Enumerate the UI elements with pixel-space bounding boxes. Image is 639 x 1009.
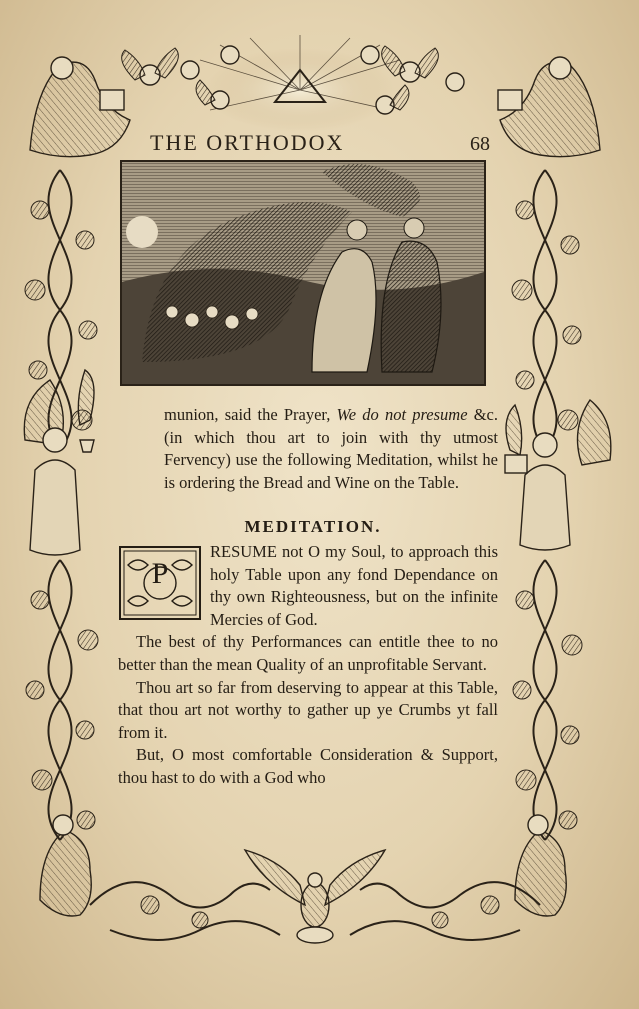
meditation-paragraph-3: Thou art so far from deserving to appear at this Table, that thou art not worthy to gather up ye Crumbs yt fall from it. — [118, 677, 498, 742]
intro-text-start: munion, said the Prayer, — [164, 405, 337, 424]
intro-italic-quote: We do not presume — [336, 405, 468, 424]
running-head — [150, 130, 490, 156]
initial-letter: P — [151, 556, 169, 590]
meditation-paragraph-1: RESUME not O my Soul, to approach this holy Table upon any fond Dependance on thy own Righteousness, but on the infinite Mercies of God. — [210, 541, 498, 629]
kneeling-figure-right-icon — [515, 815, 566, 916]
meditation-paragraph-2: The best of thy Performances can entitle thee to no better than the mean Quality of an unprofitable Servant. — [118, 632, 498, 674]
evangelist-figure-left-icon — [30, 57, 130, 157]
evangelist-figure-right-icon — [498, 57, 600, 157]
meditation-body — [118, 541, 498, 790]
meditation-heading: MEDITATION. — [244, 517, 382, 537]
text-block — [118, 404, 498, 790]
kneeling-figure-left-icon — [40, 815, 91, 916]
two-women-meeting-scene-icon — [122, 162, 484, 384]
intro-paragraph — [118, 404, 498, 494]
page-number: 68 — [470, 133, 490, 155]
running-title: THE ORTHODOX — [150, 130, 345, 155]
meditation-paragraph-4: But, O most comfortable Consideration & Support, thou hast to do with a God who — [118, 745, 498, 787]
engraved-illustration — [120, 160, 486, 386]
intro-text-end: &c. (in which thou art to join with thy utmost Fervency) use the following Meditation, whilst he is ordering the Bread and Wine on the Table. — [164, 405, 498, 492]
angel-with-chalice-icon — [24, 370, 94, 555]
decorated-initial — [118, 545, 202, 621]
eagle-icon — [245, 850, 385, 943]
